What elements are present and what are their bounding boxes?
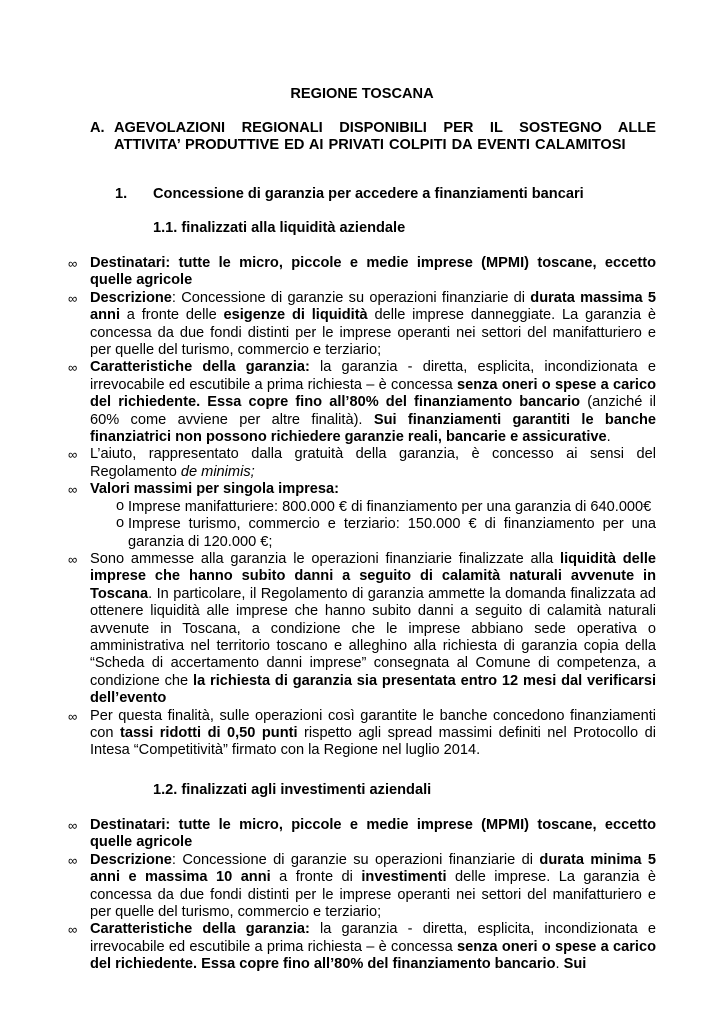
text: de minimis; [180, 463, 255, 480]
bullet-list-liquidity [68, 255, 656, 760]
text: rispetto agli spread massimi definiti nel Protocollo di Intesa “Competitività” firmato con la Regione nel luglio 2014. [90, 724, 656, 759]
list-item [68, 551, 656, 708]
circle-bullet-icon: o [116, 497, 125, 514]
bullet-list-investments [68, 817, 656, 974]
label: Descrizione [90, 851, 172, 868]
label: Descrizione [90, 289, 172, 306]
text: esigenze di liquidità [223, 307, 368, 324]
text: . In particolare, il Regolamento di garanzia ammette la domanda finalizzata ad ottenere liquidità alle imprese che hanno subito danni a seguito di calamità naturali avvenute in Toscana, a condizione che le imprese abbiano sede operativa o amministrativa nel territorio toscano e alleghino alla richiesta di garanzia copia della “Scheda di accertamento danni imprese” consegnata al Comune di competenza, a condizione che [90, 585, 656, 689]
text: Sui finanziamenti garantiti le banche finanziatrici non possono richiedere garanzie reali, bancarie e assicurative [90, 411, 656, 446]
text: investimenti [361, 869, 447, 886]
section-a-line1: AGEVOLAZIONI REGIONALI DISPONIBILI PER IL SOSTEGNO ALLE [114, 120, 656, 136]
infinity-bullet-icon: ∞ [68, 818, 78, 833]
list-item [68, 255, 656, 290]
list-item [68, 359, 656, 446]
text: . [606, 429, 611, 446]
section-letter: A. [90, 120, 105, 136]
sub-list-item [90, 516, 656, 551]
infinity-bullet-icon: ∞ [68, 447, 78, 463]
text: L’aiuto, rappresentato dalla gratuità della garanzia, è concesso ai sensi del Regolamento [90, 446, 656, 480]
infinity-bullet-icon: ∞ [68, 482, 78, 498]
label: Caratteristiche della garanzia: [90, 359, 310, 376]
list-item [68, 817, 656, 852]
heading-1-2: 1.2. finalizzati agli investimenti aziendali [153, 782, 432, 798]
infinity-bullet-icon: ∞ [68, 256, 78, 271]
text: : [334, 481, 340, 498]
label: Valori massimi per singola impresa [90, 481, 335, 498]
recipients-text: Destinatari: tutte le micro, piccole e medie imprese (MPMI) toscane, eccetto quelle agricole [90, 817, 656, 851]
text: delle imprese danneggiate. La garanzia è concessa da due fondi distinti per le imprese operanti nei settori del manifatturiero e per quelle del turismo, commercio e terziario; [90, 307, 656, 359]
circle-bullet-icon: o [116, 515, 125, 532]
heading-1-1: 1.1. finalizzati alla liquidità aziendale [153, 220, 406, 236]
infinity-bullet-icon: ∞ [68, 360, 78, 376]
document-title: REGIONE TOSCANA [290, 86, 434, 102]
infinity-bullet-icon: ∞ [68, 708, 78, 724]
text: liquidità delle imprese che hanno subito danni a seguito di calamità naturali avvenute in Toscana [90, 550, 657, 602]
text: durata massima 5 anni [90, 289, 656, 324]
heading-1-number: 1. [115, 186, 128, 202]
text: durata minima 5 anni e massima 10 anni [90, 851, 656, 886]
label: Caratteristiche della garanzia: [90, 921, 310, 938]
text: Sono ammesse alla garanzia le operazioni finanziarie finalizzate alla [90, 550, 561, 567]
text: senza oneri o spese a carico del richiedente. Essa copre fino all’80% del finanziamento bancario [90, 938, 656, 973]
text: la garanzia - diretta, esplicita, incondizionata e irrevocabile ed escutibile a prima richiesta – è concessa [90, 921, 656, 955]
text: . [555, 956, 564, 973]
text: (anziché il 60% come avviene per altre finalità). [90, 394, 656, 428]
text: Per questa finalità, sulle operazioni così garantite le banche concedono finanziamenti con [90, 707, 656, 741]
list-item [68, 852, 656, 922]
section-a-line2: ATTIVITA’ PRODUTTIVE ED AI PRIVATI COLPITI DA EVENTI CALAMITOSI [114, 137, 626, 154]
infinity-bullet-icon: ∞ [68, 852, 78, 868]
infinity-bullet-icon: ∞ [68, 922, 78, 938]
list-item [68, 481, 656, 498]
list-item [68, 921, 656, 973]
text: la garanzia - diretta, esplicita, incondizionata e irrevocabile ed escutibile a prima richiesta – è concessa [90, 359, 656, 393]
text: delle imprese. La garanzia è concessa da due fondi distinti per le imprese operanti nei settori del manifatturiero e per quelle del turismo, commercio e terziario; [90, 869, 656, 921]
list-item [68, 446, 656, 481]
text: tassi ridotti di 0,50 punti [120, 724, 298, 741]
infinity-bullet-icon: ∞ [68, 551, 78, 567]
sub-list-item [90, 499, 656, 516]
list-item [68, 290, 656, 360]
text: a fronte delle [120, 307, 224, 324]
text: Imprese manifatturiere: 800.000 € di finanziamento per una garanzia di 640.000€ [128, 498, 652, 515]
text: la richiesta di garanzia sia presentata entro 12 mesi dal verificarsi dell’evento [90, 672, 656, 707]
text: senza oneri o spese a carico del richiedente. Essa copre fino all’80% del finanziamento bancario [90, 376, 656, 411]
section-a-heading [90, 120, 656, 155]
text: : Concessione di garanzie su operazioni finanziarie di [171, 289, 531, 306]
list-item [68, 708, 656, 760]
text: a fronte di [270, 869, 362, 886]
text: : Concessione di garanzie su operazioni finanziarie di [171, 851, 540, 868]
heading-1-text: Concessione di garanzia per accedere a finanziamenti bancari [153, 186, 584, 202]
text: Imprese turismo, commercio e terziario: 150.000 € di finanziamento per una garanzia di 120.000 €; [128, 516, 656, 550]
text: Sui [563, 956, 587, 973]
recipients-text: Destinatari: tutte le micro, piccole e medie imprese (MPMI) toscane, eccetto quelle agricole [90, 255, 656, 289]
infinity-bullet-icon: ∞ [68, 290, 78, 306]
